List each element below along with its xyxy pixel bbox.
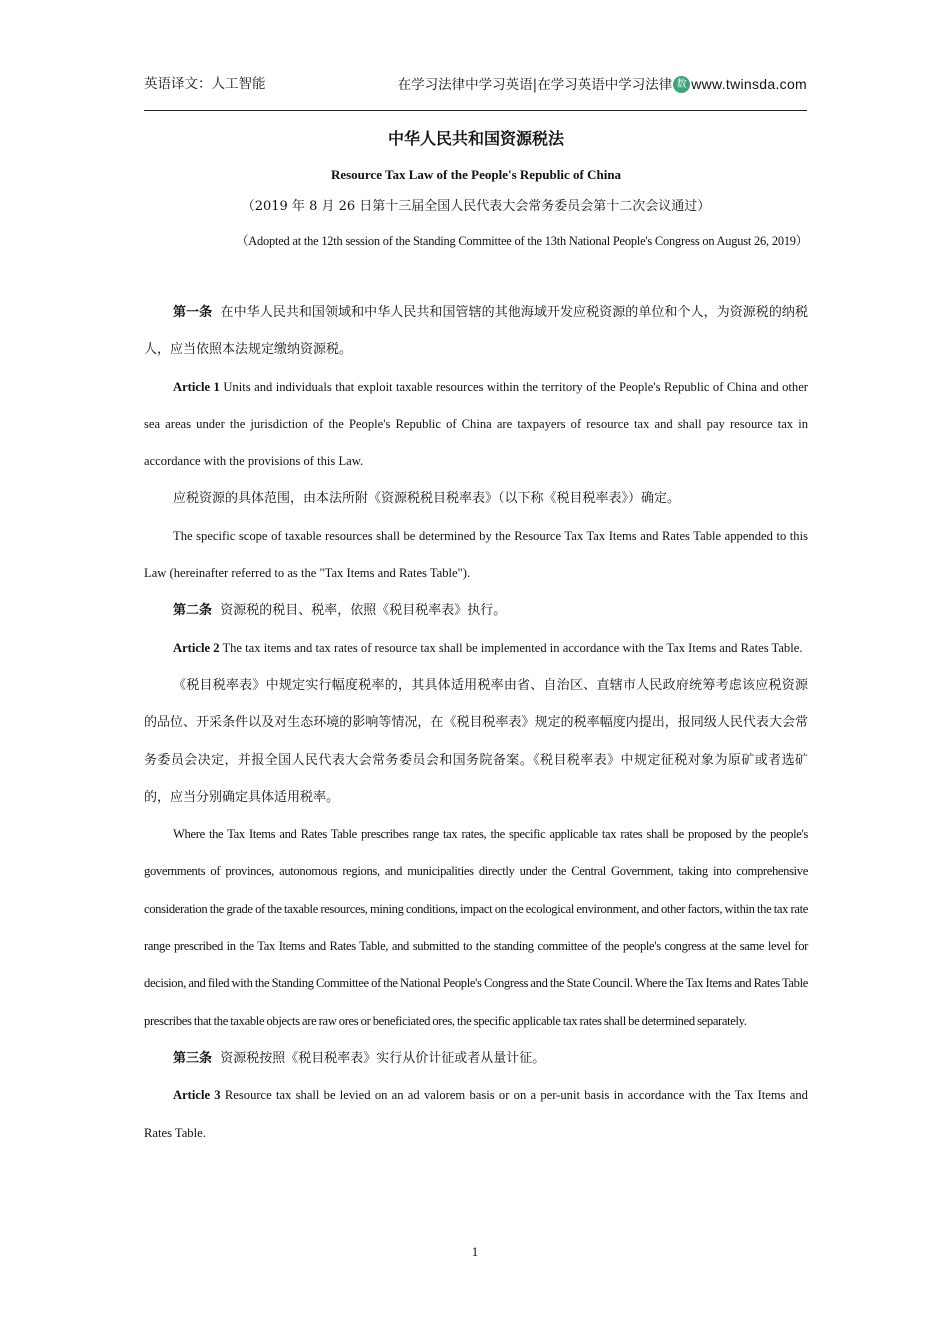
title-english: Resource Tax Law of the People's Republic of China — [330, 167, 622, 182]
header-left-text: 英语译文：人工智能 — [144, 76, 266, 92]
article-2-en-para-2: Where the Tax Items and Rates Table prescribes range tax rates, the specific applicable tax rates shall be proposed by the people's governments of provinces, autonomous regions, and municipalities directly under the Central Government, taking into comprehensive consideration the grade of the taxable resources, mining conditions, impact on the ecological environment, and other factors, within the tax rate range prescribed in the Tax Items and Rates Table, and submitted to the standing committee of the people's congress at the same level for decision, and filed with the Standing Committee of the National People's Congress and the State Council. Where the Tax Items and Rates Table prescribes that the taxable objects are raw ores or beneficiated ores, the specific applicable tax rates shall be determined separately. — [144, 827, 808, 1028]
article-2-cn-label: 第二条 — [173, 603, 213, 619]
article-2-en — [144, 630, 808, 667]
article-1-en-para-2: The specific scope of taxable resources shall be determined by the Resource Tax Tax Items and Rates Table appended to this Law (hereinafter referred to as the "Tax Items and Rates Table"). — [144, 528, 808, 581]
article-1-cn-label: 第一条 — [173, 305, 213, 320]
title-chinese: 中华人民共和国资源税法 — [387, 129, 564, 148]
article-2-cn-para-2: 《税目税率表》中规定实行幅度税率的，其具体适用税率由省、自治区、直辖市人民政府统筹考虑该应税资源的品位、开采条件以及对生态环境的影响等情况，在《税目税率表》规定的税率幅度内提出，报同级人民代表大会常务委员会决定，并报全国人民代表大会常务委员会和国务院备案。《税目税率表》中规定征税对象为原矿或者选矿的，应当分别确定具体适用税率。 — [144, 677, 808, 805]
article-3-cn-label: 第三条 — [173, 1050, 213, 1066]
article-1-en — [144, 369, 808, 481]
article-3-en — [144, 1077, 808, 1152]
adoption-note-chinese: （2019 年 8 月 26 日第十三届全国人民代表大会常务委员会第十二次会议通过） — [241, 199, 711, 214]
article-1-cn — [144, 294, 808, 369]
page-header — [144, 70, 807, 111]
article-2-cn-text: 资源税的税目、税率，依照《税目税率表》执行。 — [220, 603, 507, 619]
header-site-url[interactable]: www.twinsda.com — [691, 76, 807, 92]
article-1-en-label: Article 1 — [173, 379, 220, 394]
article-2-en-label: Article 2 — [173, 640, 220, 655]
article-3-en-text: Resource tax shall be levied on an ad valorem basis or on a per-unit basis in accordance with the Tax Items and Rates Table. — [144, 1088, 808, 1140]
article-3-en-label: Article 3 — [173, 1088, 221, 1103]
article-3-cn — [144, 1040, 808, 1077]
page-number: 1 — [471, 1244, 479, 1259]
twinsda-logo-icon: 数 — [673, 76, 690, 93]
article-3-cn-text: 资源税按照《税目税率表》实行从价计征或者从量计征。 — [220, 1050, 546, 1066]
adoption-note-english: （Adopted at the 12th session of the Standing Committee of the 13th National People's Congress on August 26, 2019） — [236, 234, 808, 248]
article-1-en-text: Units and individuals that exploit taxable resources within the territory of the People's Republic of China and other sea areas under the jurisdiction of the People's Republic of China are taxpayers of resource tax and shall pay resource tax in accordance with the provisions of this Law. — [144, 379, 808, 469]
document-content — [144, 118, 808, 1152]
header-right — [398, 72, 807, 97]
article-2-en-text: The tax items and tax rates of resource tax shall be implemented in accordance with the Tax Items and Rates Table. — [222, 640, 803, 655]
article-2-cn — [144, 592, 808, 629]
article-1-cn-text: 在中华人民共和国领域和中华人民共和国管辖的其他海域开发应税资源的单位和个人，为资源税的纳税人，应当依照本法规定缴纳资源税。 — [144, 305, 808, 358]
article-1-cn-para-2: 应税资源的具体范围，由本法所附《资源税税目税率表》（以下称《税目税率表》）确定。 — [173, 491, 681, 507]
header-slogan: 在学习法律中学习英语|在学习英语中学习法律 — [397, 77, 673, 93]
document-body — [144, 294, 808, 1152]
